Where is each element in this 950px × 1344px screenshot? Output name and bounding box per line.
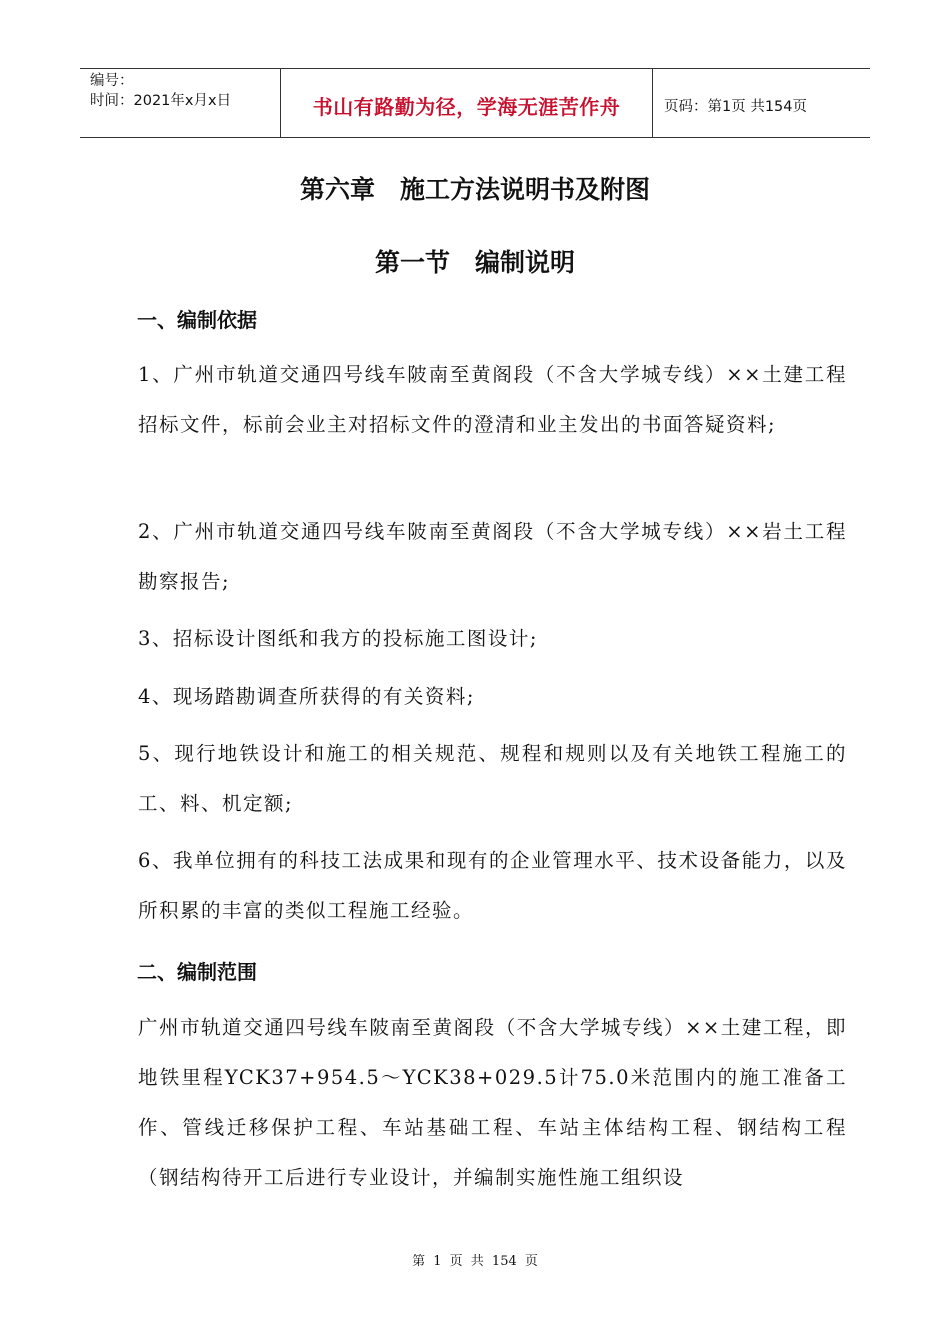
time-label: 时间：2021年x月x日 <box>90 93 232 109</box>
basis-item-3-text: 3、招标设计图纸和我方的投标施工图设计; <box>138 627 538 650</box>
basis-item-4 <box>102 672 847 722</box>
scope-text: 广州市轨道交通四号线车陂南至黄阁段（不含大学城专线）××土建工程，即地铁里程YCK37+954.5～YCK38+029.5计75.0米范围内的施工准备工作、管线迁移保护工程、车站基础工程、车站主体结构工程、钢结构工程（钢结构待开工后进行专业设计，并编制实施性施工组织设 <box>138 1016 847 1189</box>
basis-item-5 <box>102 729 847 829</box>
header-page-info: 页码：第1页 共154页 <box>664 98 808 115</box>
scope-paragraph <box>102 1003 847 1203</box>
basis-item-6 <box>102 836 847 936</box>
header-meta <box>80 69 280 137</box>
subsection-heading-scope: 二、编制范围 <box>137 960 257 984</box>
basis-item-4-text: 4、现场踏勘调查所获得的有关资料; <box>138 685 475 708</box>
subsection-heading-basis: 一、编制依据 <box>137 308 257 332</box>
basis-item-2 <box>102 507 847 607</box>
basis-item-5-text: 5、现行地铁设计和施工的相关规范、规程和规则以及有关地铁工程施工的工、料、机定额; <box>138 742 847 815</box>
basis-item-1-text: 1、广州市轨道交通四号线车陂南至黄阁段（不含大学城专线）××土建工程招标文件，标前会业主对招标文件的澄清和业主发出的书面答疑资料; <box>138 363 847 436</box>
section-title: 第一节 编制说明 <box>374 248 575 277</box>
basis-item-2-text: 2、广州市轨道交通四号线车陂南至黄阁段（不含大学城专线）××岩土工程勘察报告; <box>138 520 847 593</box>
number-label: 编号： <box>90 73 134 89</box>
basis-item-6-text: 6、我单位拥有的科技工法成果和现有的企业管理水平、技术设备能力，以及所积累的丰富的类似工程施工经验。 <box>138 849 847 922</box>
chapter-title: 第六章 施工方法说明书及附图 <box>299 175 650 204</box>
basis-item-3 <box>102 614 847 664</box>
header-motto: 书山有路勤为径，学海无涯苦作舟 <box>280 69 653 137</box>
page-footer: 第 1 页 共 154 页 <box>412 1254 538 1269</box>
page-header <box>80 68 870 138</box>
basis-item-1 <box>102 350 847 450</box>
